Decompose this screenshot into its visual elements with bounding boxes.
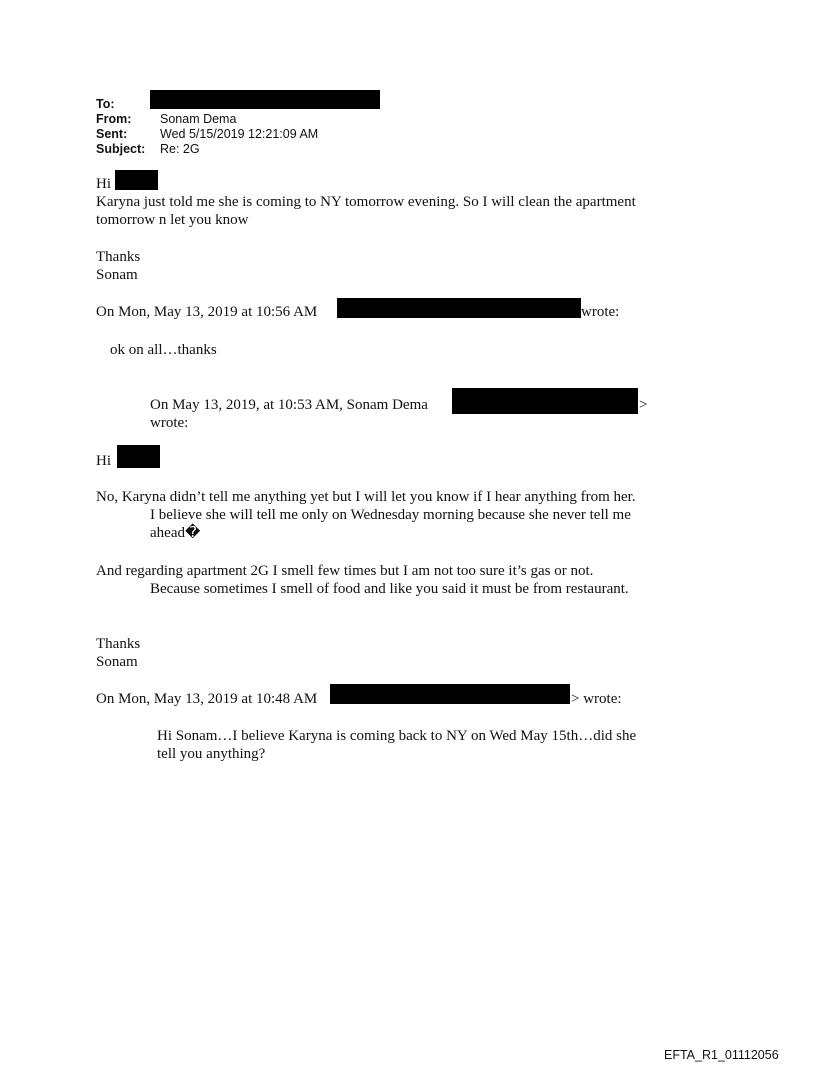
redaction-quote3-sender (330, 684, 570, 704)
redaction-quote2-greeting-name (117, 445, 160, 468)
quote2-greeting: Hi (96, 453, 111, 469)
subject-value: Re: 2G (160, 142, 200, 156)
quote1-intro: On Mon, May 13, 2019 at 10:56 AM (96, 304, 318, 320)
body-signature: Sonam (96, 267, 138, 283)
quote2-intro: On May 13, 2019, at 10:53 AM, Sonam Dema (150, 397, 428, 413)
redaction-to-address (150, 90, 380, 109)
body-paragraph-line-2: tomorrow n let you know (96, 212, 249, 228)
redaction-quote2-email (452, 388, 638, 414)
quote2-para2-line2: Because sometimes I smell of food and like you said it must be from restaurant. (150, 581, 629, 597)
body-paragraph-line-1: Karyna just told me she is coming to NY tomorrow evening. So I will clean the apartment (96, 194, 636, 210)
quote3-line1: Hi Sonam…I believe Karyna is coming back to NY on Wed May 15th…did she (157, 728, 637, 744)
bates-number: EFTA_R1_01112056 (664, 1048, 779, 1062)
quote3-intro: On Mon, May 13, 2019 at 10:48 AM (96, 691, 318, 707)
quote2-gt: > (639, 397, 648, 413)
quote2-signature: Sonam (96, 654, 138, 670)
sent-label: Sent: (96, 127, 128, 141)
quote3-wrote: > wrote: (571, 691, 622, 707)
quote2-para1-line2: I believe she will tell me only on Wednesday morning because she never tell me (150, 507, 631, 523)
redaction-greeting-name (115, 170, 158, 190)
quote1-wrote: wrote: (581, 304, 620, 320)
from-value: Sonam Dema (160, 112, 237, 126)
from-label: From: (96, 112, 132, 126)
quote2-thanks: Thanks (96, 636, 141, 652)
subject-label: Subject: (96, 142, 146, 156)
quote2-para2-line1: And regarding apartment 2G I smell few times but I am not too sure it’s gas or not. (96, 563, 594, 579)
redaction-quote1-sender (337, 298, 581, 318)
to-label: To: (96, 97, 115, 111)
sent-value: Wed 5/15/2019 12:21:09 AM (160, 127, 319, 141)
body-greeting: Hi (96, 176, 111, 192)
quote3-line2: tell you anything? (157, 746, 266, 762)
quote2-wrote: wrote: (150, 415, 189, 431)
quote1-text: ok on all…thanks (110, 342, 217, 358)
quote2-para1-line1: No, Karyna didn’t tell me anything yet but I will let you know if I hear anything from her. (96, 489, 636, 505)
quote2-para1-line3: ahead� (150, 525, 201, 541)
body-thanks: Thanks (96, 249, 141, 265)
